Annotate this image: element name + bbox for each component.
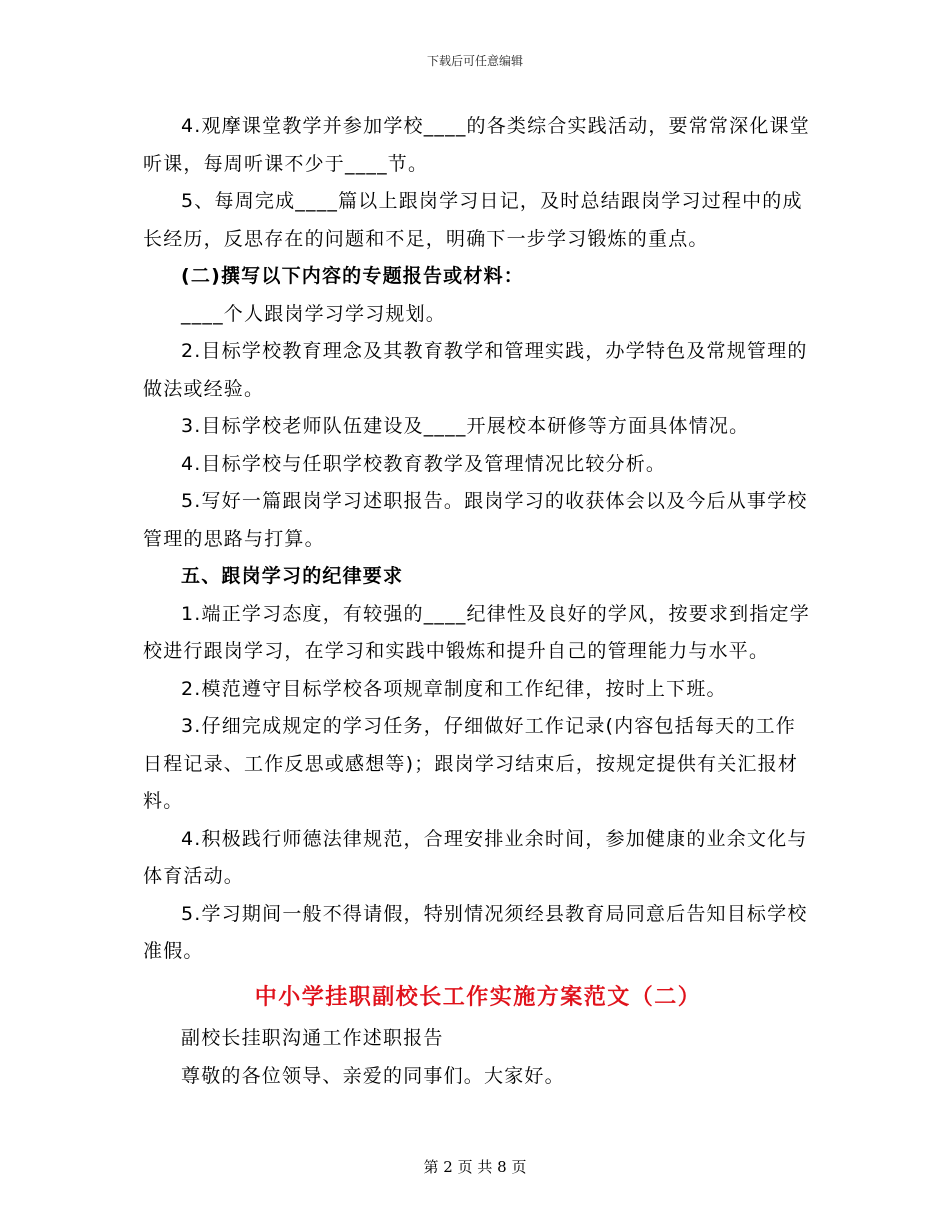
- paragraph-ethics: 4.积极践行师德法律规范，合理安排业余时间，参加健康的业余文化与体育活动。: [143, 827, 808, 887]
- paragraph-report-subtitle: 副校长挂职沟通工作述职报告: [181, 1027, 444, 1049]
- paragraph-comparison: 4.目标学校与任职学校教育教学及管理情况比较分析。: [181, 452, 667, 475]
- paragraph-attitude: 1.端正学习态度，有较强的____纪律性及良好的学风，按要求到指定学校进行跟岗学习，在学习和实践中锻炼和提升自己的管理能力与水平。: [143, 602, 810, 662]
- paragraph-teacher-team: 3.目标学校老师队伍建设及____开展校本研修等方面具体情况。: [181, 415, 750, 437]
- paragraph-report: 5.写好一篇跟岗学习述职报告。跟岗学习的收获体会以及今后从事学校管理的思路与打算。: [143, 490, 808, 550]
- paragraph-school-philosophy: 2.目标学校教育理念及其教育教学和管理实践，办学特色及常规管理的做法或经验。: [143, 340, 808, 400]
- page-footer: 第 2 页 共 8 页: [423, 1158, 527, 1176]
- paragraph-observe-classes: 4.观摩课堂教学并参加学校____的各类综合实践活动，要常常深化课堂听课，每周听课不少于____节。: [143, 115, 810, 175]
- paragraph-leave: 5.学习期间一般不得请假，特别情况须经县教育局同意后告知目标学校准假。: [143, 902, 808, 962]
- paragraph-tasks: 3.仔细完成规定的学习任务，仔细做好工作记录(内容包括每天的工作日程记录、工作反思或感想等)；跟岗学习结束后，按规定提供有关汇报材料。: [143, 715, 799, 812]
- paragraph-rules: 2.模范遵守目标学校各项规章制度和工作纪律，按时上下班。: [181, 677, 727, 700]
- paragraph-personal-plan: ____个人跟岗学习学习规划。: [181, 302, 447, 325]
- section-heading-discipline: 五、跟岗学习的纪律要求: [181, 565, 404, 587]
- section-heading-reports: (二)撰写以下内容的专题报告或材料：: [181, 265, 524, 287]
- paragraph-greeting: 尊敬的各位领导、亲爱的同事们。大家好。: [181, 1064, 565, 1087]
- paragraph-weekly-diary: 5、每周完成____篇以上跟岗学习日记，及时总结跟岗学习过程中的成长经历，反思存在的问题和不足，明确下一步学习锻炼的重点。: [143, 190, 803, 250]
- document-body: [143, 108, 813, 1095]
- document-title-part-two: 中小学挂职副校长工作实施方案范文（二）: [254, 984, 702, 1010]
- page-header: 下载后可任意编辑: [426, 54, 523, 68]
